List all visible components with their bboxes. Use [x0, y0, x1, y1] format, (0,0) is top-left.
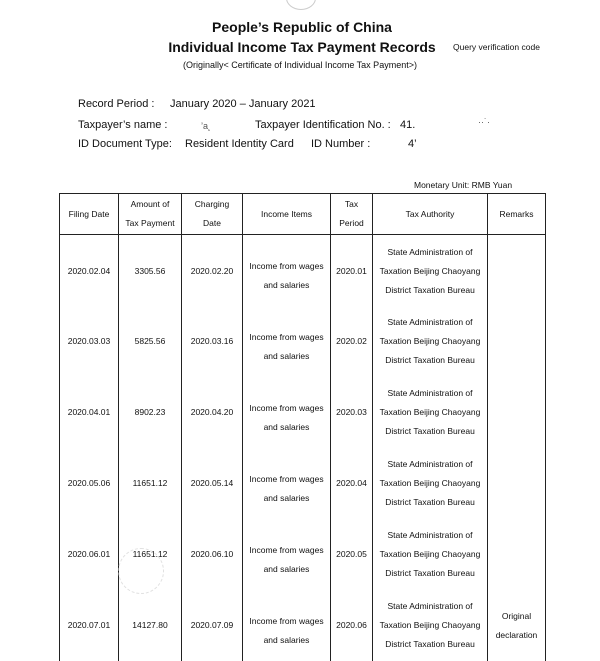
tax-period-cell: 2020.06: [331, 590, 373, 661]
amount-cell: 11651.12: [119, 448, 182, 519]
verification-code-label: Query verification code: [453, 42, 540, 52]
charging-date-cell: 2020.05.14: [182, 448, 243, 519]
tax-period-cell: 2020.03: [331, 377, 373, 448]
authority-line2: Taxation Beijing Chaoyang: [379, 266, 481, 276]
amount-cell: 14127.80: [119, 590, 182, 661]
income-item-line1: Income from wages: [249, 615, 324, 626]
header-income-items: Income Items: [243, 194, 331, 235]
remarks-line2: declaration: [495, 629, 538, 640]
tax-period-cell: 2020.04: [331, 448, 373, 519]
table-row: [60, 590, 546, 661]
header-tax-authority: Tax Authority: [373, 194, 488, 235]
remarks-cell: [488, 235, 546, 307]
charging-date-cell: 2020.03.16: [182, 306, 243, 377]
income-items-cell: [243, 377, 331, 448]
tax-authority-cell: [373, 590, 488, 661]
authority-line1: State Administration of: [387, 247, 473, 257]
header-remarks: Remarks: [488, 194, 546, 235]
tax-authority-cell: [373, 519, 488, 590]
monetary-unit: Monetary Unit: RMB Yuan: [414, 180, 513, 190]
faint-stamp-icon: [118, 548, 164, 594]
header-amount: [119, 194, 182, 235]
id-number-value: 4’: [408, 138, 417, 150]
remarks-cell: [488, 519, 546, 590]
amount-cell: 8902.23: [119, 377, 182, 448]
income-item-line2: and salaries: [263, 563, 310, 574]
authority-line2: Taxation Beijing Chaoyang: [379, 336, 481, 346]
table-row: [60, 448, 546, 519]
country-title: People’s Republic of China: [212, 19, 392, 35]
income-items-cell: [243, 590, 331, 661]
filing-date-cell: 2020.02.04: [60, 235, 119, 307]
taxpayer-name-value: ’a˛: [201, 121, 212, 131]
tax-period-cell: 2020.01: [331, 235, 373, 307]
income-item-line1: Income from wages: [249, 402, 324, 413]
tax-authority-cell: [373, 306, 488, 377]
id-number-label: ID Number :: [311, 138, 371, 150]
income-item-line2: and salaries: [263, 421, 310, 432]
amount-cell: 5825.56: [119, 306, 182, 377]
filing-date-cell: 2020.04.01: [60, 377, 119, 448]
income-item-line1: Income from wages: [249, 331, 324, 342]
authority-line1: State Administration of: [387, 601, 473, 611]
authority-line3: District Taxation Bureau: [385, 639, 475, 649]
header-charging-line1: Charging: [194, 199, 230, 209]
tax-period-cell: 2020.02: [331, 306, 373, 377]
remarks-cell: [488, 448, 546, 519]
header-charging-line2: Date: [203, 218, 221, 228]
tax-period-cell: 2020.05: [331, 519, 373, 590]
header-filing-date: Filing Date: [60, 194, 119, 235]
income-item-line1: Income from wages: [249, 260, 324, 271]
tax-authority-cell: [373, 235, 488, 307]
authority-line1: State Administration of: [387, 530, 473, 540]
authority-line2: Taxation Beijing Chaoyang: [379, 549, 481, 559]
charging-date-cell: 2020.04.20: [182, 377, 243, 448]
income-items-cell: [243, 519, 331, 590]
taxpayer-id-value: 41.: [400, 119, 416, 131]
header-amount-line2: Tax Payment: [125, 218, 175, 228]
document-title: Individual Income Tax Payment Records: [168, 39, 436, 55]
income-items-cell: [243, 235, 331, 307]
table-row: [60, 306, 546, 377]
table-header-row: [60, 194, 546, 235]
document-subtitle: (Originally< Certificate of Individual Income Tax Payment>): [183, 60, 417, 70]
income-item-line1: Income from wages: [249, 544, 324, 555]
taxpayer-id-tail: ··˙·: [478, 117, 490, 127]
header-amount-line1: Amount of: [130, 199, 170, 209]
record-period-value: January 2020 – January 2021: [170, 98, 316, 110]
authority-line3: District Taxation Bureau: [385, 355, 475, 365]
authority-line1: State Administration of: [387, 388, 473, 398]
header-period-line2: Period: [339, 218, 364, 228]
national-emblem-icon: [286, 0, 316, 10]
authority-line2: Taxation Beijing Chaoyang: [379, 620, 481, 630]
id-type-value: Resident Identity Card: [185, 138, 294, 150]
header-period-line1: Tax: [344, 199, 359, 209]
remarks-cell: [488, 590, 546, 661]
authority-line3: District Taxation Bureau: [385, 285, 475, 295]
charging-date-cell: 2020.07.09: [182, 590, 243, 661]
income-item-line2: and salaries: [263, 492, 310, 503]
income-item-line2: and salaries: [263, 279, 310, 290]
authority-line1: State Administration of: [387, 459, 473, 469]
income-items-cell: [243, 306, 331, 377]
remarks-cell: [488, 306, 546, 377]
income-item-line1: Income from wages: [249, 473, 324, 484]
authority-line1: State Administration of: [387, 317, 473, 327]
tax-authority-cell: [373, 377, 488, 448]
table-row: [60, 235, 546, 307]
record-period-label: Record Period :: [78, 98, 155, 110]
authority-line3: District Taxation Bureau: [385, 426, 475, 436]
filing-date-cell: 2020.07.01: [60, 590, 119, 661]
remarks-line1: Original: [501, 610, 532, 621]
taxpayer-name-label: Taxpayer’s name :: [78, 119, 168, 131]
income-items-cell: [243, 448, 331, 519]
header-tax-period: [331, 194, 373, 235]
filing-date-cell: 2020.05.06: [60, 448, 119, 519]
filing-date-cell: 2020.03.03: [60, 306, 119, 377]
authority-line3: District Taxation Bureau: [385, 497, 475, 507]
authority-line3: District Taxation Bureau: [385, 568, 475, 578]
id-type-label: ID Document Type:: [78, 138, 172, 150]
authority-line2: Taxation Beijing Chaoyang: [379, 407, 481, 417]
income-item-line2: and salaries: [263, 350, 310, 361]
taxpayer-id-label: Taxpayer Identification No. :: [255, 119, 391, 131]
charging-date-cell: 2020.02.20: [182, 235, 243, 307]
amount-cell: 3305.56: [119, 235, 182, 307]
tax-authority-cell: [373, 448, 488, 519]
filing-date-cell: 2020.06.01: [60, 519, 119, 590]
remarks-cell: [488, 377, 546, 448]
table-row: [60, 377, 546, 448]
amount-cell: 11651.12: [119, 519, 182, 590]
authority-line2: Taxation Beijing Chaoyang: [379, 478, 481, 488]
charging-date-cell: 2020.06.10: [182, 519, 243, 590]
header-charging-date: [182, 194, 243, 235]
income-item-line2: and salaries: [263, 634, 310, 645]
